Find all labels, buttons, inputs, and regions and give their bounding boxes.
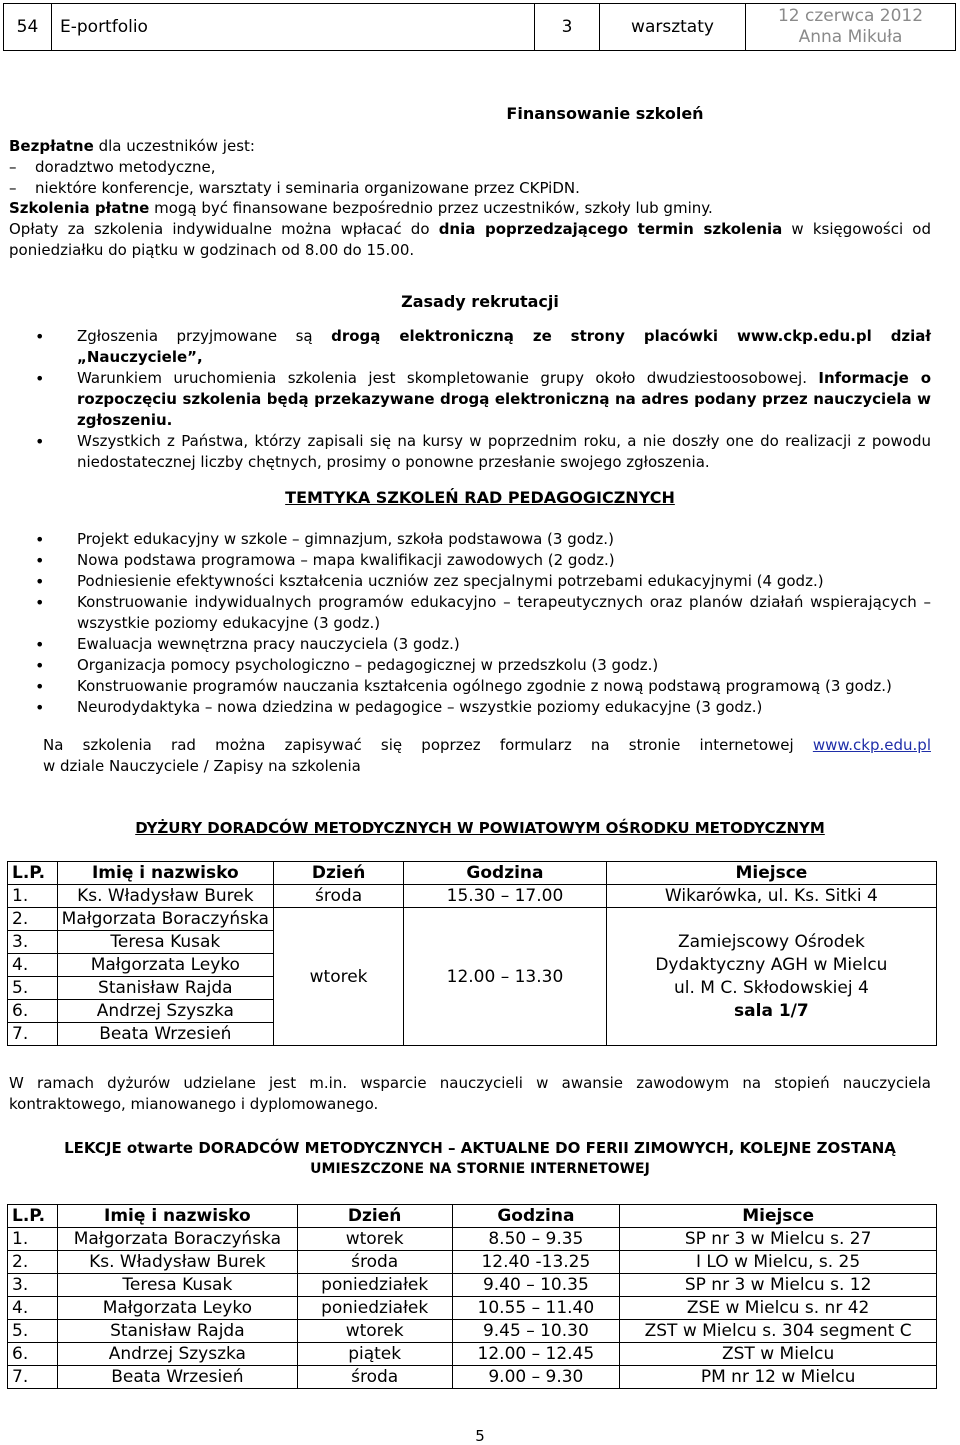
table-row: 3. Teresa Kusak xyxy=(8,931,937,954)
financing-free-line xyxy=(9,136,931,157)
free-item: – doradztwo metodyczne, xyxy=(9,158,216,176)
list-item: • Warunkiem uruchomienia szkolenia jest skompletowanie grupy około dwudziestoosobowej. Informacje o rozpoczęciu szkolenia będą przekazywane drogą elektroniczną na adres podany przez nauczyciela w zgłoszeniu. xyxy=(9,368,931,431)
table-row: 2. Małgorzata Boraczyńska wtorek 12.00 – 13.30 Zamiejscowy Ośrodek Dydaktyczny AGH w Mielcu ul. M C. Skłodowskiej 4 sala 1/7 xyxy=(8,908,937,931)
list-item: • Konstruowanie indywidualnych programów edukacyjno – terapeutycznych oraz planów działań wspierających – wszystkie poziomy edukacyjne (3 godz.) xyxy=(9,592,931,634)
table-row: 6. Andrzej Szyszka piątek 12.00 – 12.45 ZST w Mielcu xyxy=(8,1343,937,1366)
recruitment-title: Zasady rekrutacji xyxy=(401,292,559,311)
free-rest: dla uczestników jest: xyxy=(93,137,255,155)
header-author: Anna Mikuła xyxy=(798,27,903,47)
list-item: • Ewaluacja wewnętrzna pracy nauczyciela (3 godz.) xyxy=(9,634,931,655)
header-section: warsztaty xyxy=(600,4,746,50)
lessons-title-line2: UMIESZCZONE NA STORNIE INTERNETOWEJ xyxy=(310,1161,650,1177)
topics-list xyxy=(9,529,931,718)
table-row: 6. Andrzej Szyszka xyxy=(8,1000,937,1023)
header-title: E-portfolio xyxy=(52,4,535,50)
list-item: • Neurodydaktyka – nowa dziedzina w pedagogice – wszystkie poziomy edukacyjne (3 godz.) xyxy=(9,697,931,718)
table-row: 4. Małgorzata Leyko poniedziałek 10.55 – 11.40 ZSE w Mielcu s. nr 42 xyxy=(8,1297,937,1320)
table-row: 5. Stanisław Rajda wtorek 9.45 – 10.30 ZST w Mielcu s. 304 segment C xyxy=(8,1320,937,1343)
list-item: • Wszystkich z Państwa, którzy zapisali się na kursy w poprzednim roku, a nie doszły one do realizacji z powodu niedostatecznej liczby chętnych, prosimy o ponowne przesłanie swojego zgłoszenia. xyxy=(9,431,931,473)
lessons-table xyxy=(7,1204,937,1389)
list-item: • Organizacja pomocy psychologiczno – pedagogicznej w przedszkolu (3 godz.) xyxy=(9,655,931,676)
page-header xyxy=(3,3,956,51)
header-issue: 3 xyxy=(535,4,600,50)
website-link[interactable]: www.ckp.edu.pl xyxy=(812,736,931,754)
financing-title: Finansowanie szkoleń xyxy=(506,104,704,123)
free-bold: Bezpłatne xyxy=(9,137,94,155)
table-row: 5. Stanisław Rajda xyxy=(8,977,937,1000)
signup-line-2: w dziale Nauczyciele / Zapisy na szkolenia xyxy=(43,757,361,775)
shared-place: Zamiejscowy Ośrodek Dydaktyczny AGH w Mielcu ul. M C. Skłodowskiej 4 sala 1/7 xyxy=(606,908,936,1046)
header-date-author xyxy=(746,4,955,50)
table-row: 2. Ks. Władysław Burek środa 12.40 -13.25 I LO w Mielcu, s. 25 xyxy=(8,1251,937,1274)
table-row: 7. Beata Wrzesień środa 9.00 – 9.30 PM nr 12 w Mielcu xyxy=(8,1366,937,1389)
table-row: 4. Małgorzata Leyko xyxy=(8,954,937,977)
lessons-title-line1: LEKCJE otwarte DORADCÓW METODYCZNYCH – AKTUALNE DO FERII ZIMOWYCH, KOLEJNE ZOSTANĄ xyxy=(64,1139,896,1157)
list-item: • Projekt edukacyjny w szkole – gimnazjum, szkoła podstawowa (3 godz.) xyxy=(9,529,931,550)
fees-paragraph: Opłaty za szkolenia indywidualne można wpłacać do dnia poprzedzającego termin szkolenia w księgowości od poniedziałku do piątku w godzinach od 8.00 do 15.00. xyxy=(9,220,932,259)
recruitment-list xyxy=(9,326,931,473)
signup-line: Na szkolenia rad można zapisywać się poprzez formularz na stronie internetowej www.ckp.edu.pl xyxy=(43,736,931,754)
duty-note: W ramach dyżurów udzielane jest m.in. wsparcie nauczycieli w awansie zawodowym na stopień nauczyciela kontraktowego, mianowanego i dyplomowanego. xyxy=(9,1074,931,1113)
table-row: 7. Beata Wrzesień xyxy=(8,1023,937,1046)
header-page-number: 54 xyxy=(4,4,52,50)
paid-bold: Szkolenia płatne xyxy=(9,199,150,217)
topics-title: TEMTYKA SZKOLEŃ RAD PEDAGOGICZNYCH xyxy=(285,488,675,507)
page-footer-number: 5 xyxy=(475,1427,485,1445)
list-item: • Konstruowanie programów nauczania kształcenia ogólnego zgodnie z nową podstawą programową (3 godz.) xyxy=(9,676,931,697)
duty-table xyxy=(7,861,937,1046)
free-item: – niektóre konferencje, warsztaty i seminaria organizowane przez CKPiDN. xyxy=(9,179,580,197)
table-row: 1. Ks. Władysław Burek środa 15.30 – 17.00 Wikarówka, ul. Ks. Sitki 4 xyxy=(8,885,937,908)
table-row: 3. Teresa Kusak poniedziałek 9.40 – 10.35 SP nr 3 w Mielcu s. 12 xyxy=(8,1274,937,1297)
shared-day: wtorek xyxy=(273,908,403,1046)
list-item: • Zgłoszenia przyjmowane są drogą elektroniczną ze strony placówki www.ckp.edu.pl dział „Nauczyciele”, xyxy=(9,326,931,368)
table-header-row: L.P. Imię i nazwisko Dzień Godzina Miejsce xyxy=(8,1205,937,1228)
header-date: 12 czerwca 2012 xyxy=(777,6,924,26)
list-item: • Podniesienie efektywności kształcenia uczniów zez specjalnymi potrzebami edukacyjnymi (4 godz.) xyxy=(9,571,931,592)
duty-title: DYŻURY DORADCÓW METODYCZNYCH W POWIATOWYM OŚRODKU METODYCZNYM xyxy=(135,819,825,837)
table-header-row: L.P. Imię i nazwisko Dzień Godzina Miejsce xyxy=(8,862,937,885)
paid-rest: mogą być finansowane bezpośrednio przez uczestników, szkoły lub gminy. xyxy=(149,199,713,217)
paid-line xyxy=(9,198,931,219)
list-item: • Nowa podstawa programowa – mapa kwalifikacji zawodowych (2 godz.) xyxy=(9,550,931,571)
table-row: 1. Małgorzata Boraczyńska wtorek 8.50 – 9.35 SP nr 3 w Mielcu s. 27 xyxy=(8,1228,937,1251)
shared-time: 12.00 – 13.30 xyxy=(404,908,607,1046)
